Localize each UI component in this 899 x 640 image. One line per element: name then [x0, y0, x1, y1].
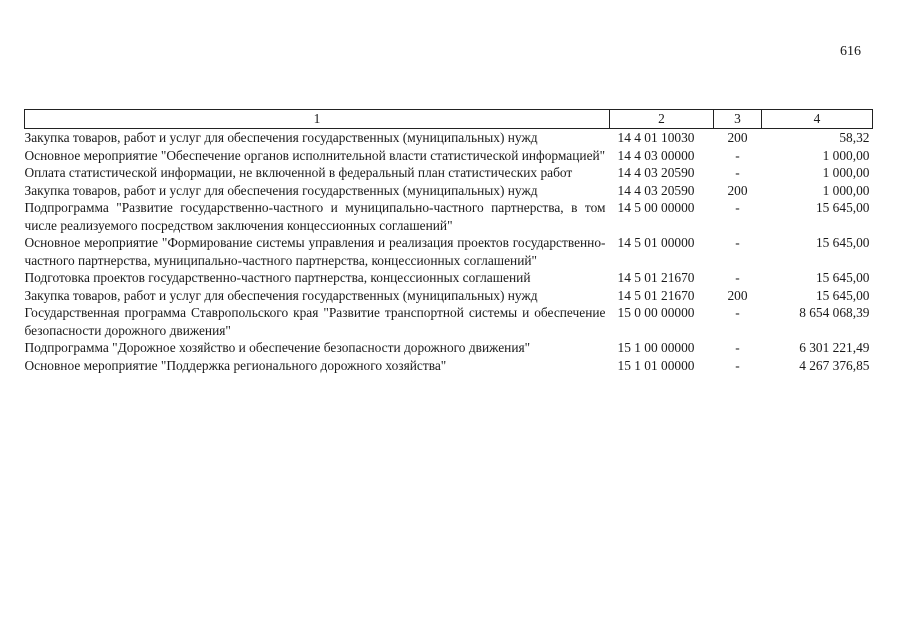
row-code: 14 5 01 00000	[617, 235, 695, 250]
row-amount: 15 645,00	[815, 270, 870, 285]
row-expense-type: -	[735, 340, 740, 355]
row-expense-type: -	[735, 305, 740, 320]
row-code: 15 1 01 00000	[617, 357, 695, 373]
row-amount: 8 654 068,39	[799, 305, 870, 320]
table-row	[25, 234, 873, 269]
row-code: 15 0 00 00000	[617, 305, 695, 320]
row-code: 14 4 01 10030	[617, 130, 695, 145]
row-expense-type: -	[735, 270, 740, 285]
row-amount: 15 645,00	[815, 287, 870, 303]
row-code: 14 4 03 20590	[617, 165, 695, 180]
row-name: Подпрограмма "Дорожное хозяйство и обеспечение безопасности дорожного движения"	[24, 340, 531, 355]
row-amount: 1 000,00	[822, 182, 870, 198]
row-name: Оплата статистической информации, не включенной в федеральный план статистических работ	[24, 165, 573, 180]
row-code: 14 4 03 00000	[617, 147, 695, 163]
budget-table	[24, 109, 873, 374]
row-name: Основное мероприятие "Поддержка регионального дорожного хозяйства"	[24, 357, 447, 373]
row-name: Основное мероприятие "Формирование системы управления и реализация проектов государственно-частного партнерства, муниципально-частного партнерства, концессионных соглашений"	[24, 235, 606, 268]
row-expense-type: 200	[727, 182, 748, 198]
table-row	[25, 269, 873, 287]
row-name: Государственная программа Ставропольского края "Развитие транспортной системы и обеспечение безопасности дорожного движения"	[24, 305, 606, 338]
row-amount: 58,32	[839, 130, 870, 145]
row-expense-type: -	[735, 147, 740, 163]
table-row	[25, 182, 873, 200]
table-row	[25, 129, 873, 147]
row-code: 14 5 01 21670	[617, 287, 695, 303]
page-number: 616	[840, 44, 861, 59]
row-expense-type: -	[735, 235, 740, 250]
header-row	[25, 110, 873, 129]
row-amount: 6 301 221,49	[799, 340, 870, 355]
column-header-1: 1	[25, 110, 610, 129]
table-row	[25, 164, 873, 182]
row-code: 14 5 00 00000	[617, 200, 695, 215]
column-header-2: 2	[610, 110, 714, 129]
row-expense-type: -	[735, 165, 740, 180]
row-expense-type: 200	[727, 130, 748, 145]
row-amount: 15 645,00	[815, 235, 870, 250]
row-code: 14 5 01 21670	[617, 270, 695, 285]
row-expense-type: -	[735, 357, 740, 373]
table-row	[25, 339, 873, 357]
row-expense-type: 200	[727, 287, 748, 303]
row-name: Закупка товаров, работ и услуг для обеспечения государственных (муниципальных) нужд	[24, 130, 538, 145]
table-row	[25, 199, 873, 234]
table-row	[25, 287, 873, 305]
row-amount: 1 000,00	[822, 147, 870, 163]
row-name: Подготовка проектов государственно-частного партнерства, концессионных соглашений	[24, 270, 531, 285]
row-amount: 1 000,00	[822, 165, 870, 180]
row-name: Подпрограмма "Развитие государственно-частного и муниципально-частного партнерства, в том числе реализуемого посредством заключения концессионных соглашений"	[24, 200, 606, 233]
row-amount: 4 267 376,85	[799, 357, 870, 373]
row-name: Основное мероприятие "Обеспечение органов исполнительной власти статистической информацией"	[24, 147, 606, 163]
table-row	[25, 304, 873, 339]
table-row	[25, 147, 873, 165]
row-name: Закупка товаров, работ и услуг для обеспечения государственных (муниципальных) нужд	[24, 182, 538, 198]
row-amount: 15 645,00	[815, 200, 870, 215]
column-header-3: 3	[714, 110, 762, 129]
row-name: Закупка товаров, работ и услуг для обеспечения государственных (муниципальных) нужд	[24, 287, 538, 303]
row-expense-type: -	[735, 200, 740, 215]
column-header-4: 4	[762, 110, 873, 129]
table-row	[25, 357, 873, 375]
row-code: 15 1 00 00000	[617, 340, 695, 355]
row-code: 14 4 03 20590	[617, 182, 695, 198]
